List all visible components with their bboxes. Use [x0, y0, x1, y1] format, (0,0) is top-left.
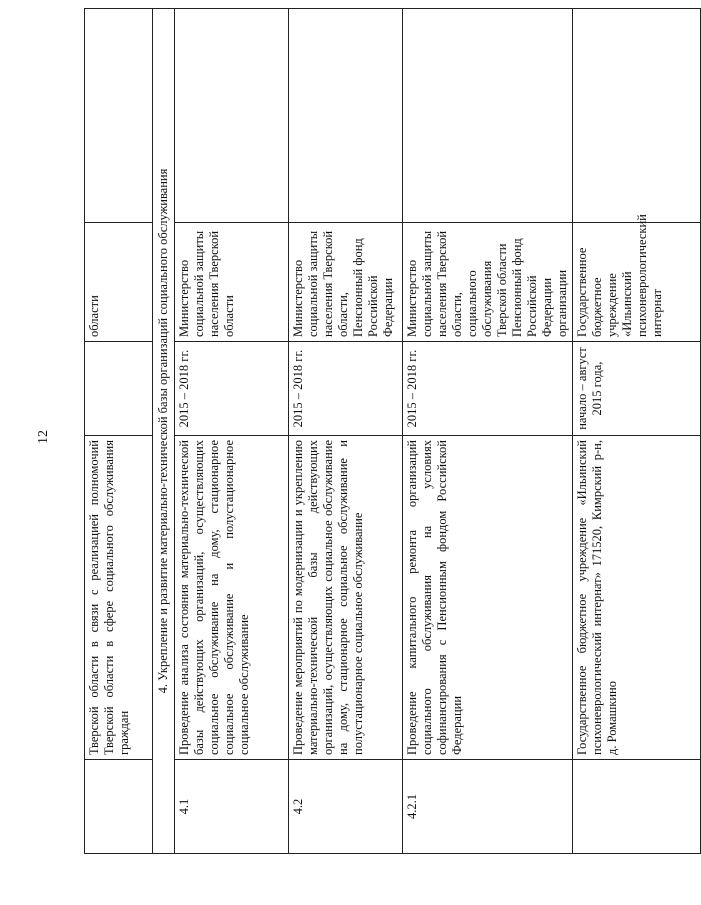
period-cell: 2015 – 2018 гг. — [289, 342, 403, 436]
table-row — [175, 9, 289, 854]
executor-cell — [573, 214, 701, 342]
executor-text: Министерство социальной защиты населения Тверской области, социального обслуживания Тверской области Пенсионный фонд Российской Федерации — [405, 230, 554, 337]
table-row — [573, 9, 701, 854]
notes-cell — [289, 9, 403, 223]
executor-cell: Министерство социальной защиты населения Тверской области — [175, 223, 289, 342]
row-number: 4.2 — [289, 760, 403, 854]
measure-text: Проведение капитального ремонта организаций социального обслуживания на условиях софинансирования с Пенсионным фондом Российской Федерации — [403, 436, 573, 760]
period-cell: 2015 – 2018 гг. — [403, 342, 573, 436]
notes-cell — [85, 9, 153, 223]
notes-cell — [573, 9, 701, 223]
measures-table — [84, 8, 701, 854]
row-number: 4.2.1 — [403, 760, 573, 854]
period-cell — [85, 342, 153, 436]
executor-cell: Министерство социальной защиты населения Тверской области, Пенсионный фонд Российской Федерации — [289, 223, 403, 342]
measures-table-rotated — [84, 54, 664, 854]
table-row — [289, 9, 403, 854]
period-cell: 2015 – 2018 гг. — [175, 342, 289, 436]
executor-cell — [403, 223, 573, 342]
period-cell: начало – август 2015 года, — [573, 342, 701, 436]
measure-text: Государственное бюджетное учреждение «Ильинский психоневрологический интернат» 171520, Кимрский р-н, д. Ромашкино — [573, 436, 701, 760]
table-row — [403, 9, 573, 854]
page-number: 12 — [36, 430, 51, 444]
executor-cell: области — [85, 223, 153, 342]
notes-cell — [175, 9, 289, 223]
measure-text: Проведение анализа состояния материально-технической базы действующих организаций, осуществляющих социальное обслуживание на дому, стационарное социальное обслуживание и полустационарное социальное обслуживание — [175, 436, 289, 760]
section-row — [153, 9, 175, 854]
measure-text: Проведение мероприятий по модернизации и укреплению материально-технической базы действующих организаций, осуществляющих социальное обслуживание на дому, стационарное социальное обслуживание и полустационарное социальное обслуживание — [289, 436, 403, 760]
notes-cell — [403, 9, 573, 223]
measure-text: Тверской области в связи с реализацией полномочий Тверской области в сфере социального обслуживания граждан — [85, 436, 153, 760]
table-row — [85, 9, 153, 854]
row-number — [573, 760, 701, 854]
section-title: 4. Укрепление и развитие материально-технической базы организаций социального обслуживания — [153, 9, 175, 854]
row-number: 4.1 — [175, 760, 289, 854]
executor-text-mid: организации — [555, 269, 569, 337]
executor-text: Государственное бюджетное учреждение «Ильинский психоневрологический интернат — [575, 214, 664, 337]
row-number — [85, 760, 153, 854]
